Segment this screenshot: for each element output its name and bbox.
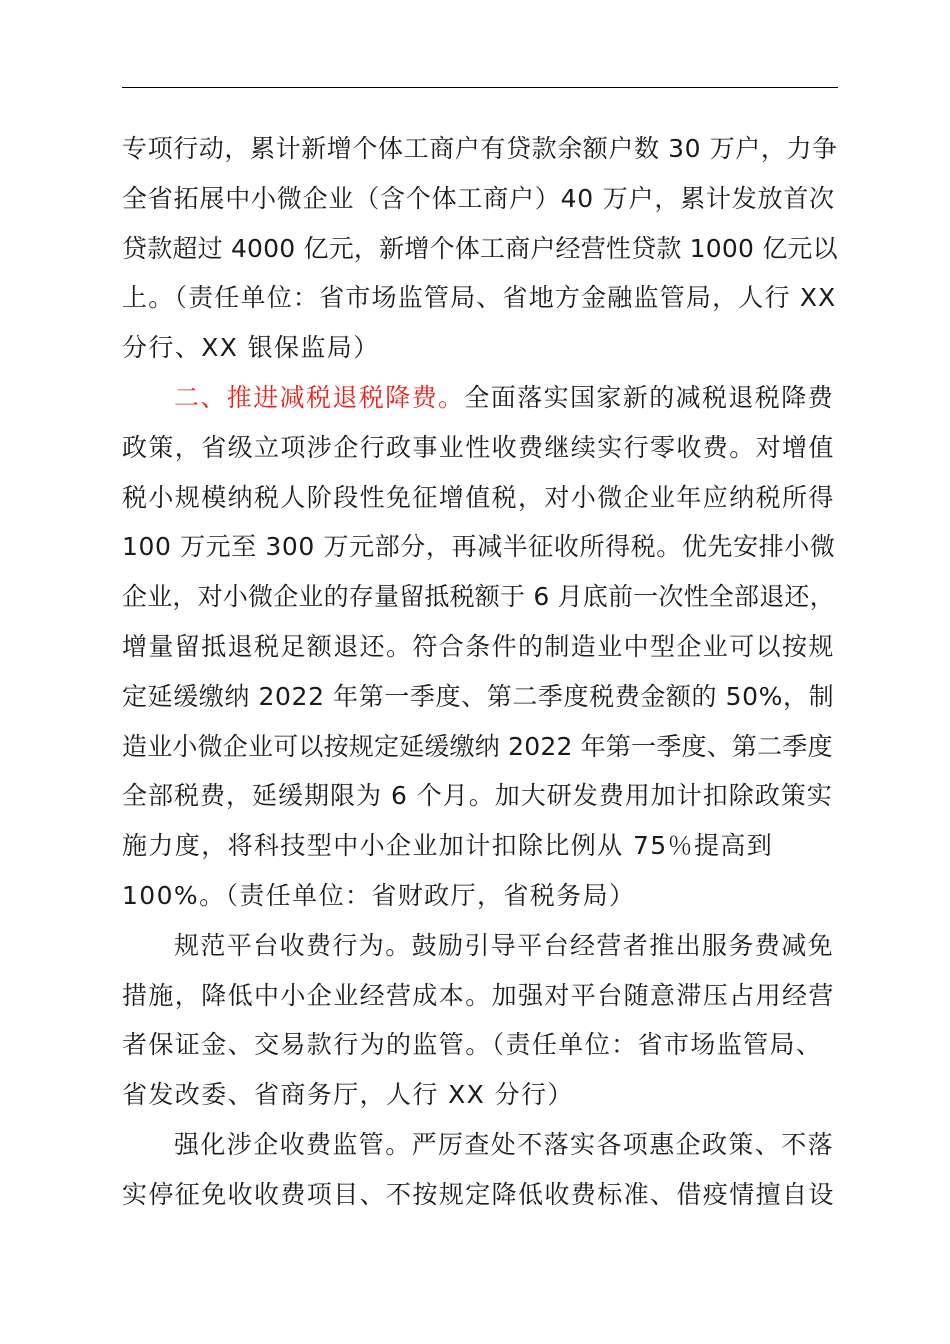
body-line: 强化涉企收费监管。严厉查处不落实各项惠企政策、不落 xyxy=(174,1129,835,1159)
header-rule xyxy=(122,87,838,88)
body-line: 贷款超过 4000 亿元，新增个体工商户经营性贷款 1000 亿元以 xyxy=(122,233,838,263)
body-line: 省发改委、省商务厅，人行 XX 分行） xyxy=(122,1080,574,1110)
body-line: 全省拓展中小微企业（含个体工商户）40 万户，累计发放首次 xyxy=(122,183,835,213)
body-line: 施力度，将科技型中小企业加计扣除比例从 75％提高到 xyxy=(122,831,774,861)
section-heading-line xyxy=(122,373,838,423)
body-text: 全面落实国家新的减税退税降费 xyxy=(464,382,835,412)
body-line: 者保证金、交易款行为的监管。（责任单位：省市场监管局、 xyxy=(122,1030,823,1060)
body-line: 增量留抵退税足额退还。符合条件的制造业中型企业可以按规 xyxy=(122,631,835,661)
body-line: 上。（责任单位：省市场监管局、省地方金融监管局，人行 XX xyxy=(122,283,837,313)
body-line: 100 万元至 300 万元部分，再减半征收所得税。优先安排小微 xyxy=(122,532,836,562)
body-line: 规范平台收费行为。鼓励引导平台经营者推出服务费减免 xyxy=(174,930,835,960)
section-heading: 二、推进减税退税降费。 xyxy=(174,382,465,412)
body-line: 企业，对小微企业的存量留抵税额于 6 月底前一次性全部退还， xyxy=(122,582,835,612)
body-line: 全部税费，延缓期限为 6 个月。加大研发费用加计扣除政策实 xyxy=(122,781,833,811)
body-line: 100%。（责任单位：省财政厅，省税务局） xyxy=(122,880,636,910)
body-line: 政策，省级立项涉企行政事业性收费继续实行零收费。对增值 xyxy=(122,432,835,462)
body-line: 定延缓缴纳 2022 年第一季度、第二季度税费金额的 50%，制 xyxy=(122,681,835,711)
body-line: 实停征免收收费项目、不按规定降低收费标准、借疫情擅自设 xyxy=(122,1179,835,1209)
document-body xyxy=(122,124,838,1220)
body-line: 分行、XX 银保监局） xyxy=(122,333,380,363)
body-line: 税小规模纳税人阶段性免征增值税，对小微企业年应纳税所得 xyxy=(122,482,835,512)
body-line: 专项行动，累计新增个体工商户有贷款余额户数 30 万户，力争 xyxy=(122,134,838,163)
body-line: 措施，降低中小企业经营成本。加强对平台随意滞压占用经营 xyxy=(122,980,835,1010)
body-line: 造业小微企业可以按规定延缓缴纳 2022 年第一季度、第二季度 xyxy=(122,731,833,761)
